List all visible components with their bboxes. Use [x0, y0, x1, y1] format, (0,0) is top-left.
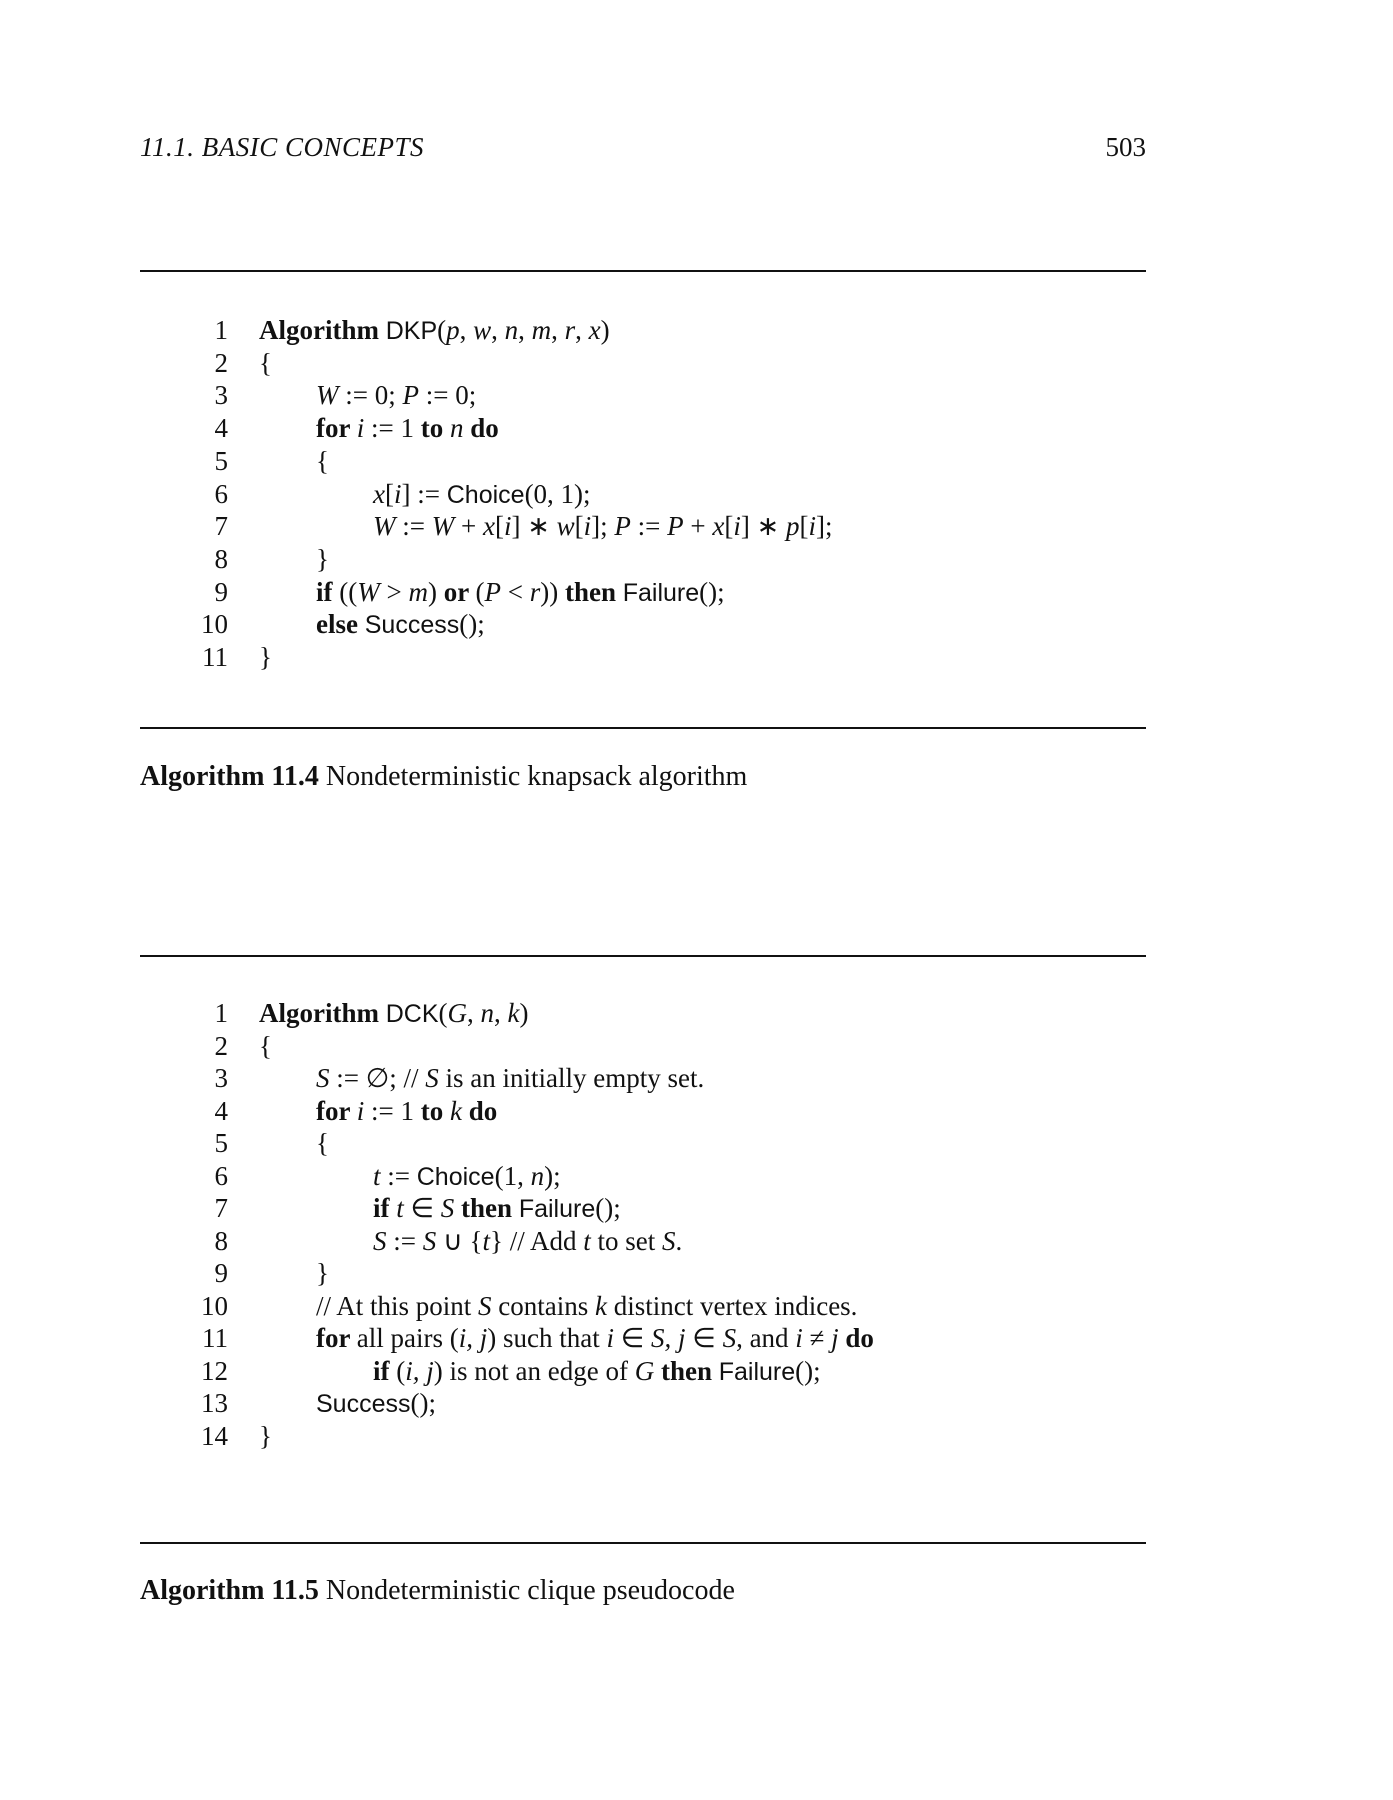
code-token: ): [519, 998, 529, 1028]
code-token: ,: [459, 315, 474, 345]
running-header-section: 11.1. BASIC CONCEPTS: [140, 132, 425, 162]
code-token: {: [316, 445, 329, 476]
code-token: ,: [491, 315, 505, 345]
line-number: 11: [202, 642, 228, 672]
keyword: for: [316, 413, 357, 444]
line-number: 7: [214, 511, 228, 542]
algorithm-bottom-rule: [140, 1542, 1146, 1544]
function-name: Success: [364, 611, 460, 640]
line-number: 12: [201, 1355, 228, 1386]
code-token: (1,: [494, 1160, 531, 1191]
math-variable: k: [450, 1095, 462, 1126]
math-variable: x: [482, 511, 495, 542]
code-token: >: [379, 576, 409, 607]
code-token: :=: [630, 511, 668, 542]
code-token: ();: [795, 1355, 821, 1386]
line-number: 13: [201, 1388, 228, 1418]
code-token: [: [799, 511, 809, 542]
code-token: ,: [467, 998, 481, 1028]
math-variable: G: [447, 998, 468, 1028]
code-text: [316, 1095, 497, 1127]
code-token: (0, 1);: [524, 478, 591, 509]
code-token: [: [724, 511, 734, 542]
line-number: 7: [214, 1193, 228, 1223]
code-token: ∈: [685, 1323, 723, 1353]
keyword: if: [373, 1355, 397, 1386]
code-token: := 1: [364, 1095, 421, 1126]
code-text: [259, 1030, 272, 1062]
code-text: [259, 1420, 272, 1452]
math-variable: S: [422, 1225, 437, 1256]
code-text: [259, 641, 272, 673]
keyword: for: [316, 1095, 357, 1126]
code-text: [316, 576, 725, 609]
code-text: [259, 314, 610, 347]
code-token: (: [437, 315, 447, 345]
caption-label: Algorithm 11.5: [140, 1575, 319, 1606]
line-number: 1: [214, 315, 228, 345]
line-number: 4: [214, 1095, 228, 1126]
math-variable: r: [564, 315, 576, 345]
math-variable: W: [316, 380, 339, 411]
code-token: :=: [395, 511, 432, 542]
code-token: ) such that: [487, 1323, 607, 1353]
math-variable: i: [356, 1095, 365, 1126]
algorithm-bottom-rule: [140, 727, 1146, 729]
line-number: 9: [214, 576, 228, 607]
code-token: ) is not an edge of: [433, 1355, 635, 1386]
math-variable: n: [480, 998, 495, 1028]
code-token: ∈: [403, 1193, 441, 1223]
code-token: +: [454, 511, 483, 542]
code-token: )): [540, 576, 565, 607]
code-token: (: [475, 576, 485, 607]
line-number: 8: [214, 543, 228, 574]
keyword: do: [838, 1323, 874, 1353]
line-number: 5: [214, 1128, 228, 1158]
code-token: ();: [699, 576, 725, 607]
math-variable: S: [425, 1063, 439, 1093]
code-token: ): [600, 315, 610, 345]
math-variable: i: [808, 511, 816, 542]
math-variable: W: [431, 511, 455, 542]
math-variable: k: [507, 998, 520, 1028]
keyword: then: [654, 1355, 719, 1386]
code-token: ,: [494, 998, 508, 1028]
caption-text: Nondeterministic knapsack algorithm: [325, 761, 748, 792]
keyword: to: [420, 413, 450, 444]
line-number: 10: [201, 1290, 228, 1321]
code-text: [316, 608, 485, 641]
code-text: [316, 1127, 329, 1159]
caption-text: Nondeterministic clique pseudocode: [325, 1575, 735, 1606]
function-name: Failure: [518, 1195, 596, 1223]
line-number: 1: [214, 998, 228, 1028]
math-variable: S: [722, 1323, 737, 1353]
math-variable: P: [402, 380, 419, 411]
code-token: contains: [491, 1290, 596, 1321]
line-number: 3: [214, 380, 228, 411]
keyword: if: [316, 576, 340, 607]
keyword: do: [461, 1095, 498, 1126]
code-text: [373, 1225, 682, 1257]
line-number: 6: [214, 478, 228, 509]
code-token: ∪ {: [436, 1225, 483, 1256]
code-token: <: [500, 576, 530, 607]
code-token: ∈: [613, 1323, 652, 1353]
code-token: }: [316, 1258, 329, 1288]
math-variable: p: [785, 511, 800, 542]
code-token: [: [384, 478, 394, 509]
code-text: [316, 1062, 704, 1094]
math-variable: j: [831, 1323, 839, 1353]
code-token: (: [396, 1355, 406, 1386]
algorithm-top-rule: [140, 270, 1146, 272]
code-text: [316, 1322, 874, 1354]
line-number: 4: [214, 413, 228, 444]
math-variable: i: [733, 511, 741, 542]
math-variable: i, j: [405, 1355, 434, 1386]
code-text: [316, 1257, 329, 1289]
code-text: [316, 1290, 857, 1322]
math-variable: t: [396, 1193, 404, 1223]
math-variable: S: [316, 1063, 330, 1093]
math-variable: P: [614, 511, 631, 542]
algorithm-top-rule: [140, 955, 1146, 957]
keyword: else: [316, 609, 365, 640]
code-token: := ∅; //: [329, 1063, 426, 1093]
keyword: or: [443, 576, 476, 607]
algorithm-caption: [140, 1575, 735, 1607]
function-name: DKP: [385, 317, 438, 345]
keyword: Algorithm: [259, 315, 386, 345]
math-variable: i: [795, 1323, 803, 1353]
function-name: DCK: [385, 1000, 439, 1028]
algorithm-caption: [140, 761, 747, 793]
line-number: 2: [214, 347, 228, 378]
math-variable: i: [393, 478, 402, 509]
caption-label: Algorithm 11.4: [140, 761, 319, 792]
code-text: [316, 445, 329, 477]
code-text: [259, 997, 529, 1030]
math-variable: t: [482, 1225, 490, 1256]
code-token: ,: [575, 315, 589, 345]
math-variable: i: [356, 413, 365, 444]
function-name: Choice: [416, 1162, 495, 1191]
line-number: 2: [214, 1030, 228, 1061]
math-variable: P: [667, 511, 684, 542]
math-variable: m: [531, 315, 552, 345]
math-variable: S: [440, 1193, 455, 1223]
code-token: := 0;: [338, 380, 403, 411]
math-variable: p: [446, 315, 460, 345]
code-token: ];: [591, 511, 615, 542]
code-token: ((: [339, 576, 358, 607]
code-token: .: [675, 1225, 683, 1256]
code-token: to set: [590, 1225, 662, 1256]
math-variable: r: [529, 576, 541, 607]
math-variable: S: [478, 1290, 492, 1321]
math-variable: S: [373, 1225, 387, 1256]
keyword: if: [373, 1193, 397, 1223]
code-token: := 1: [364, 413, 421, 444]
code-text: [373, 1192, 621, 1225]
math-variable: n: [450, 413, 464, 444]
math-variable: P: [484, 576, 501, 607]
line-number: 10: [201, 609, 228, 640]
math-variable: i: [606, 1323, 614, 1353]
keyword: to: [420, 1095, 450, 1126]
code-token: }: [259, 1420, 272, 1451]
code-token: ): [427, 576, 444, 607]
code-token: :=: [386, 1225, 423, 1256]
math-variable: i, j: [458, 1323, 488, 1353]
code-token: }: [316, 543, 329, 574]
code-token: ] ∗: [740, 511, 786, 542]
page-number: 503: [1105, 132, 1146, 162]
math-variable: n: [530, 1160, 545, 1191]
math-variable: x: [588, 315, 601, 345]
math-variable: x: [712, 511, 725, 542]
math-variable: W: [373, 511, 396, 542]
code-token: {: [316, 1128, 329, 1158]
math-variable: G: [634, 1355, 655, 1386]
math-variable: x: [373, 478, 385, 509]
code-token: distinct vertex indices.: [607, 1290, 858, 1321]
code-token: :=: [380, 1160, 417, 1191]
code-token: ,: [518, 315, 532, 345]
math-variable: i: [583, 511, 592, 542]
code-text: [373, 1355, 821, 1388]
keyword: Algorithm: [259, 998, 386, 1028]
code-token: ,: [551, 315, 565, 345]
code-text: [316, 543, 329, 575]
code-token: (: [438, 998, 448, 1028]
line-number: 14: [201, 1420, 228, 1451]
keyword: then: [454, 1193, 519, 1223]
function-name: Choice: [446, 480, 525, 509]
code-text: [373, 478, 591, 511]
code-token: := 0;: [418, 380, 477, 411]
math-variable: S, j: [651, 1323, 686, 1353]
function-name: Success: [316, 1390, 411, 1418]
code-token: ] :=: [401, 478, 447, 509]
code-token: }: [259, 642, 272, 672]
code-token: // At this point: [316, 1290, 479, 1321]
line-number: 8: [214, 1225, 228, 1256]
code-token: ();: [410, 1388, 436, 1418]
code-text: [259, 347, 272, 379]
line-number: 3: [214, 1063, 228, 1093]
math-variable: w: [473, 315, 492, 345]
math-variable: n: [504, 315, 519, 345]
keyword: then: [564, 576, 623, 607]
keyword: for: [316, 1323, 357, 1353]
line-number: 11: [202, 1323, 228, 1353]
math-variable: i: [503, 511, 512, 542]
code-token: [: [574, 511, 584, 542]
function-name: Failure: [622, 578, 700, 607]
keyword: do: [463, 413, 499, 444]
code-text: [373, 510, 832, 542]
math-variable: S: [661, 1225, 676, 1256]
math-variable: k: [595, 1290, 607, 1321]
math-variable: w: [556, 511, 575, 542]
code-token: );: [544, 1160, 561, 1191]
code-token: all pairs (: [356, 1323, 459, 1353]
code-token: {: [259, 1030, 272, 1061]
code-token: [: [494, 511, 504, 542]
code-token: , and: [736, 1323, 796, 1353]
math-variable: t: [373, 1160, 381, 1191]
code-token: } // Add: [489, 1225, 584, 1256]
code-token: ();: [459, 609, 485, 640]
code-token: ≠: [802, 1323, 832, 1353]
line-number: 5: [214, 445, 228, 476]
math-variable: m: [408, 576, 428, 607]
code-token: ] ∗: [511, 511, 557, 542]
code-text: [316, 1387, 436, 1420]
code-token: +: [683, 511, 713, 542]
code-token: ];: [815, 511, 833, 542]
code-text: [373, 1160, 561, 1193]
math-variable: W: [357, 576, 380, 607]
code-token: is an initially empty set.: [438, 1063, 705, 1093]
code-text: [316, 379, 476, 411]
code-token: {: [259, 347, 272, 378]
code-text: [316, 412, 499, 444]
function-name: Failure: [718, 1357, 796, 1386]
line-number: 9: [214, 1258, 228, 1288]
line-number: 6: [214, 1160, 228, 1191]
math-variable: t: [583, 1225, 591, 1256]
code-token: ();: [595, 1193, 621, 1223]
